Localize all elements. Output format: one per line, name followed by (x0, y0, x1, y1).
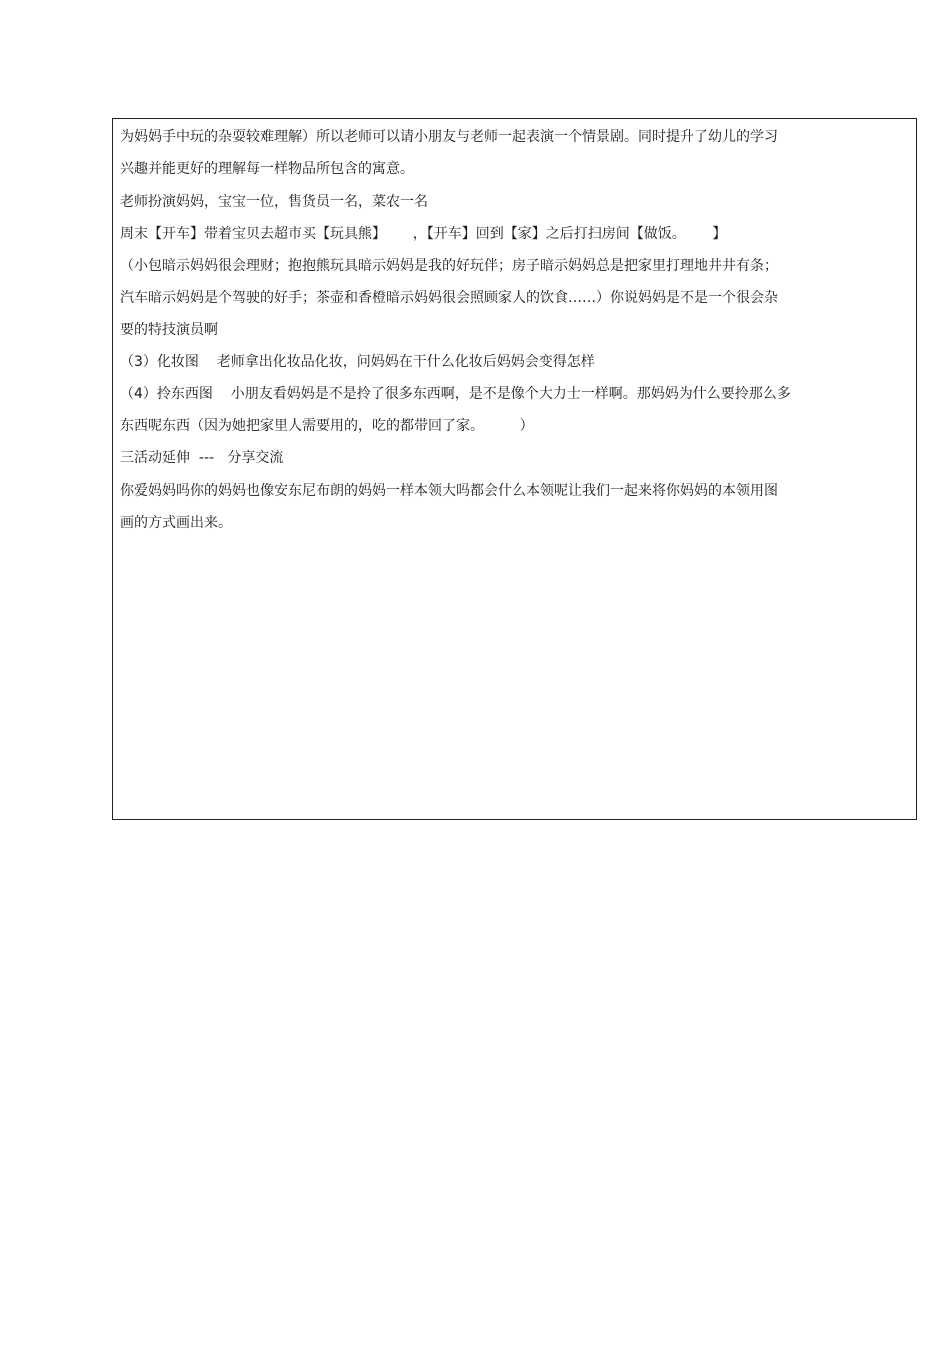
text-line-6: 汽车暗示妈妈是个驾驶的好手；茶壶和香橙暗示妈妈很会照顾家人的饮食……）你说妈妈是不是一个很会杂 (120, 290, 778, 306)
text-line-10: 东西呢东西（因为她把家里人需要用的，吃的都带回了家。 ） (120, 418, 534, 434)
text-line-2: 兴趣并能更好的理解每一样物品所包含的寓意。 (120, 161, 414, 177)
text-line-7: 要的特技演员啊 (120, 322, 218, 338)
text-line-13: 画的方式画出来。 (120, 515, 232, 531)
text-line-4: 周末【开车】带着宝贝去超市买【玩具熊】 ，【开车】回到【家】之后打扫房间【做饭。 】 (120, 226, 727, 242)
text-line-1: 为妈妈手中玩的杂耍较难理解）所以老师可以请小朋友与老师一起表演一个情景剧。同时提升了幼儿的学习 (120, 129, 778, 145)
text-line-8: （3）化妆图 老师拿出化妆品化妆，问妈妈在干什么化妆后妈妈会变得怎样 (120, 354, 595, 370)
document-frame (112, 118, 917, 820)
text-line-5: （小包暗示妈妈很会理财；抱抱熊玩具暗示妈妈是我的好玩伴；房子暗示妈妈总是把家里打理地井井有条； (120, 258, 778, 274)
text-line-3: 老师扮演妈妈，宝宝一位，售货员一名，菜农一名 (120, 194, 428, 210)
text-line-9: （4）拎东西图 小朋友看妈妈是不是拎了很多东西啊，是不是像个大力士一样啊。那妈妈为什么要拎那么多 (120, 386, 791, 402)
text-line-11: 三活动延伸 --- 分享交流 (120, 450, 284, 466)
text-line-12: 你爱妈妈吗你的妈妈也像安东尼布朗的妈妈一样本领大吗都会什么本领呢让我们一起来将你妈妈的本领用图 (120, 483, 778, 499)
